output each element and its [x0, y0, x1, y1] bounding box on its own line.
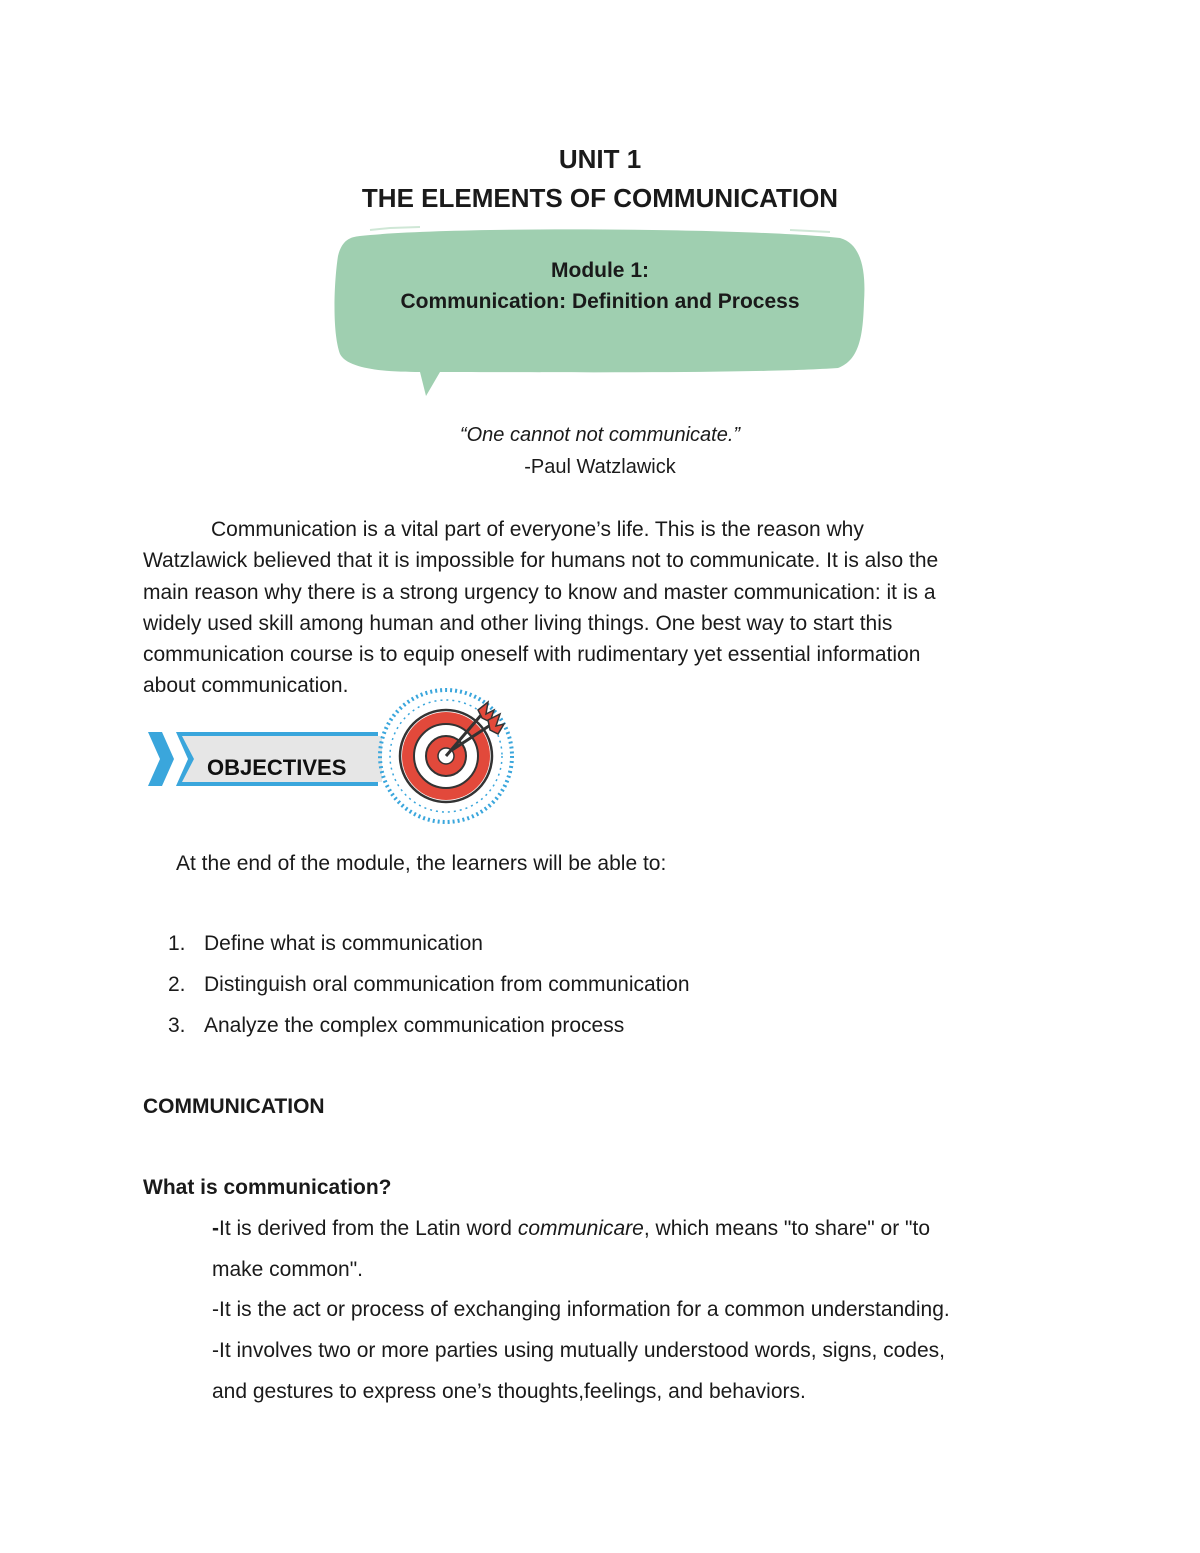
intro-line: Communication is a vital part of everyone’s life. This is the reason why [211, 518, 864, 541]
intro-line: main reason why there is a strong urgency to know and master communication: it is a [143, 580, 936, 604]
definition-bullet: -It is the act or process of exchanging information for a common understanding. [212, 1298, 950, 1321]
module-title: Communication: Definition and Process [400, 290, 800, 313]
intro-line: communication course is to equip oneself with rudimentary yet essential information [143, 643, 921, 667]
intro-paragraph [143, 514, 1043, 702]
list-text: Analyze the complex communication process [204, 1014, 625, 1037]
page-title: THE ELEMENTS OF COMMUNICATION [361, 183, 839, 213]
definition-bullet: -It is derived from the Latin word communicare, which means "to share" or "to [212, 1217, 931, 1240]
section-heading: COMMUNICATION [143, 1095, 325, 1118]
list-text: Distinguish oral communication from communication [204, 973, 690, 996]
definition-bullet-cont: and gestures to express one’s thoughts,feelings, and behaviors. [212, 1380, 806, 1403]
module-number: Module 1: [551, 259, 649, 282]
list-number: 3. [168, 1014, 186, 1037]
list-item [168, 973, 690, 997]
list-text: Define what is communication [204, 932, 483, 955]
list-item [168, 1014, 624, 1038]
target-icon [380, 690, 512, 822]
unit-number: UNIT 1 [558, 144, 642, 174]
intro-line: about communication. [143, 674, 349, 698]
quote-author: -Paul Watzlawick [524, 456, 676, 478]
list-number: 2. [168, 973, 186, 996]
objectives-label: OBJECTIVES [207, 755, 347, 780]
quote-text: “One cannot not communicate.” [459, 424, 741, 446]
list-number: 1. [168, 932, 186, 955]
definition-bullet: -It involves two or more parties using mutually understood words, signs, codes, [212, 1339, 946, 1362]
intro-line: Watzlawick believed that it is impossible for humans not to communicate. It is also the [143, 549, 939, 573]
section-question: What is communication? [143, 1176, 392, 1199]
definition-bullet-cont: make common". [212, 1258, 363, 1281]
intro-line: widely used skill among human and other living things. One best way to start this [143, 611, 893, 635]
objectives-intro: At the end of the module, the learners will be able to: [176, 852, 667, 875]
list-item [168, 932, 483, 956]
